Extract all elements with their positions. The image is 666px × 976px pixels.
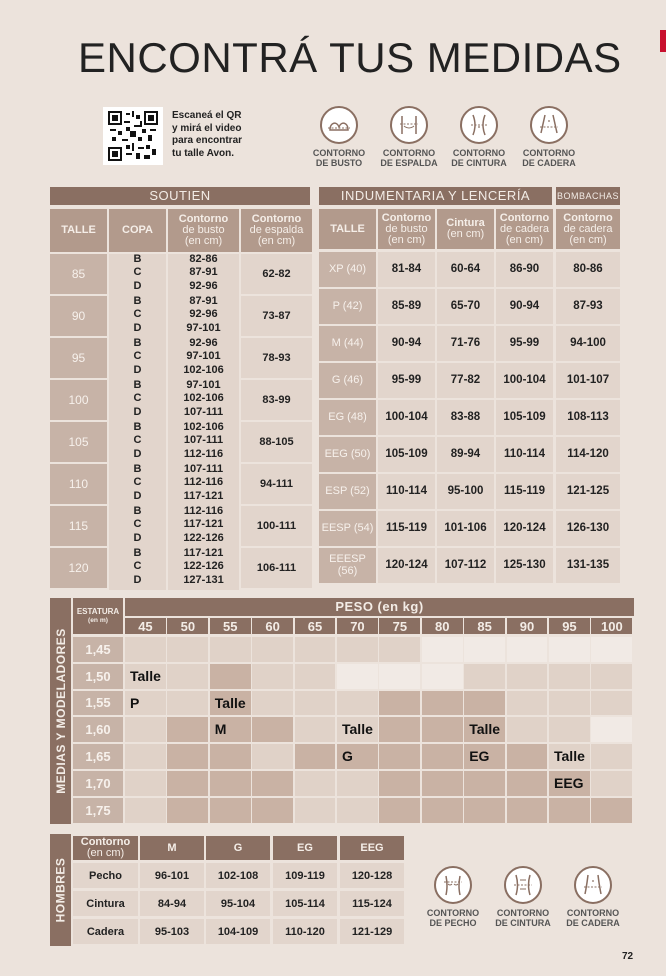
soutien-busto: 92-96 [189, 308, 218, 321]
soutien-espalda: 78-93 [241, 338, 312, 378]
indumentaria-value: 121-125 [556, 474, 620, 509]
measure-icons-top [304, 106, 584, 168]
header-line: Contorno [563, 211, 613, 224]
grid-cell [591, 664, 632, 689]
weight-label: 90 [507, 618, 548, 634]
soutien-copa: C [133, 560, 142, 573]
soutien-talle: 110 [50, 464, 107, 504]
soutien-busto: 92-96 [189, 279, 218, 292]
grid-cell [125, 744, 166, 769]
grid-cell [591, 798, 632, 823]
grid-cell [422, 798, 463, 823]
indumentaria-value: 65-70 [437, 289, 494, 324]
soutien-copa: B [133, 253, 142, 265]
indumentaria-value: 81-84 [378, 252, 435, 287]
header-line: (en cm) [86, 847, 125, 859]
hombres-row-label: Pecho [73, 863, 138, 888]
grid-cell [549, 691, 590, 716]
soutien-talle: 90 [50, 296, 107, 336]
size-label: Talle [214, 694, 246, 711]
soutien-busto: 82-86 [189, 253, 218, 265]
grid-cell [422, 717, 463, 742]
measure-waist: CONTORNO DE CINTURA [444, 106, 514, 168]
soutien-espalda: 88-105 [241, 422, 312, 462]
header-line: Contorno [499, 211, 550, 224]
grid-cell [125, 717, 166, 742]
hombres-value: 84-94 [140, 891, 204, 916]
size-label: EEG [554, 775, 584, 791]
grid-cell [252, 798, 293, 823]
soutien-busto: 127-131 [183, 573, 224, 586]
soutien-copa: D [133, 531, 142, 544]
soutien-copa: C [133, 308, 142, 321]
soutien-busto: 107-111 [183, 434, 224, 447]
hombres-side-text: HOMBRES [53, 857, 68, 923]
hombres-value: 96-101 [140, 863, 204, 888]
size-label: P [130, 694, 140, 711]
indumentaria-talle: P (42) [319, 289, 376, 324]
soutien-copa: D [133, 489, 142, 502]
header-line: de busto [385, 222, 428, 235]
hombres-value: 109-119 [273, 863, 337, 888]
indumentaria-value: 71-76 [437, 326, 494, 361]
grid-cell [295, 691, 336, 716]
indumentaria-value: 126-130 [556, 511, 620, 546]
weight-label: 80 [422, 618, 463, 634]
soutien-busto: 92-96 [189, 337, 218, 349]
grid-cell [591, 637, 632, 662]
grid-cell [337, 771, 378, 796]
grid-cell [549, 717, 590, 742]
measure-icons-hombres [418, 866, 628, 928]
weight-label: 55 [210, 618, 251, 634]
grid-cell [252, 771, 293, 796]
grid-cell [464, 771, 505, 796]
header-line: de cadera [563, 222, 613, 235]
header-line: Cintura [446, 217, 485, 229]
soutien-busto: 107-111 [183, 463, 224, 475]
grid-cell [210, 637, 251, 662]
soutien-copa: C [133, 266, 142, 279]
hombres-header [340, 836, 404, 860]
grid-cell [464, 637, 505, 662]
soutien-talle: 100 [50, 380, 107, 420]
hombres-value: 121-129 [340, 919, 404, 944]
soutien-header [109, 209, 166, 252]
soutien-busto: 102-106 [183, 421, 224, 433]
hombres-header [140, 836, 204, 860]
soutien-copa: B [133, 421, 142, 433]
grid-cell [252, 744, 293, 769]
indumentaria-value: 107-112 [437, 548, 494, 583]
grid-cell [210, 744, 251, 769]
header-line: Contorno [80, 836, 131, 848]
grid-cell [591, 691, 632, 716]
indumentaria-value: 85-89 [378, 289, 435, 324]
grid-cell [379, 798, 420, 823]
qr-code[interactable] [103, 107, 163, 165]
back-icon [390, 106, 428, 144]
soutien-talle: 95 [50, 338, 107, 378]
grid-cell [507, 637, 548, 662]
grid-cell [464, 664, 505, 689]
hombres-header [206, 836, 270, 860]
indumentaria-talle: M (44) [319, 326, 376, 361]
grid-cell [295, 744, 336, 769]
header-line: (en cm) [184, 235, 223, 247]
soutien-espalda: 100-111 [241, 506, 312, 546]
grid-cell [379, 717, 420, 742]
indumentaria-value: 101-107 [556, 363, 620, 398]
weight-label: 45 [125, 618, 166, 634]
height-label: 1,45 [73, 637, 123, 662]
height-label: 1,70 [73, 771, 123, 796]
grid-cell [167, 664, 208, 689]
measure-waist-men: CONTORNO DE CINTURA [488, 866, 558, 928]
indumentaria-value: 60-64 [437, 252, 494, 287]
header-line: (en m) [88, 617, 108, 624]
measure-back: CONTORNO DE ESPALDA [374, 106, 444, 168]
header-line: TALLE [61, 224, 96, 236]
hombres-row-label: Cintura [73, 891, 138, 916]
grid-cell [379, 744, 420, 769]
medias-side-text: MEDIAS Y MODELADORES [53, 628, 68, 794]
indumentaria-value: 95-100 [437, 474, 494, 509]
hombres-value: 110-120 [273, 919, 337, 944]
page-number: 72 [622, 951, 634, 962]
waist-icon [504, 866, 542, 904]
soutien-copa: B [133, 295, 142, 307]
grid-cell [167, 771, 208, 796]
size-label: Talle [469, 721, 501, 738]
grid-cell [295, 717, 336, 742]
header-line: de cadera [500, 222, 549, 235]
indumentaria-talle: ESP (52) [319, 474, 376, 509]
soutien-busto: 87-91 [189, 266, 218, 279]
soutien-copa: D [133, 447, 142, 460]
header-line: G [233, 841, 243, 854]
grid-cell [549, 664, 590, 689]
header-line: de espalda [249, 224, 304, 236]
soutien-busto: 97-101 [186, 379, 221, 391]
soutien-header [241, 209, 312, 252]
hombres-value: 102-108 [206, 863, 270, 888]
grid-cell [295, 664, 336, 689]
grid-cell [295, 637, 336, 662]
grid-cell [507, 744, 548, 769]
weight-label: 75 [379, 618, 420, 634]
grid-cell [507, 717, 548, 742]
header-line: (en cm) [446, 228, 485, 240]
indumentaria-value: 115-119 [378, 511, 435, 546]
indumentaria-title: INDUMENTARIA Y LENCERÍA [319, 187, 552, 205]
soutien-talle: 115 [50, 506, 107, 546]
grid-cell [422, 691, 463, 716]
hombres-header [273, 836, 337, 860]
soutien-busto: 112-116 [183, 447, 224, 460]
hip-icon [574, 866, 612, 904]
soutien-copa: C [133, 476, 142, 489]
soutien-copa: B [133, 547, 142, 559]
soutien-busto: 97-101 [186, 350, 221, 363]
indumentaria-header [496, 209, 553, 249]
header-line: Contorno [251, 213, 302, 225]
height-label: 1,60 [73, 717, 123, 742]
soutien-copa: B [133, 337, 142, 349]
soutien-talle: 85 [50, 254, 107, 294]
page-tab-marker [660, 30, 666, 52]
indumentaria-header [319, 209, 376, 249]
indumentaria-header [437, 209, 494, 249]
soutien-title: SOUTIEN [50, 187, 310, 205]
soutien-busto: 102-106 [183, 363, 224, 376]
indumentaria-value: 114-120 [556, 437, 620, 472]
soutien-copa: D [133, 573, 142, 586]
size-label: Talle [554, 748, 585, 765]
indumentaria-value: 87-93 [556, 289, 620, 324]
header-line: COPA [122, 224, 153, 236]
grid-cell [379, 771, 420, 796]
soutien-copa: B [133, 505, 142, 517]
grid-cell [591, 771, 632, 796]
soutien-busto: 112-116 [183, 476, 224, 489]
grid-cell [210, 798, 251, 823]
indumentaria-value: 95-99 [496, 326, 553, 361]
hombres-value: 120-128 [340, 863, 404, 888]
soutien-espalda: 106-111 [241, 548, 312, 588]
header-line: EEG [360, 841, 384, 854]
header-line: (en cm) [387, 233, 426, 246]
soutien-talle: 105 [50, 422, 107, 462]
soutien-copa: D [133, 363, 142, 376]
measure-bust: CONTORNO DE BUSTO [304, 106, 374, 168]
soutien-copa: D [133, 321, 142, 334]
indumentaria-value: 89-94 [437, 437, 494, 472]
header-line: de busto [182, 224, 225, 236]
soutien-busto: 87-91 [189, 295, 218, 307]
bombachas-title: BOMBACHAS [556, 187, 620, 205]
grid-cell [210, 664, 251, 689]
indumentaria-value: 100-104 [496, 363, 553, 398]
soutien-header [50, 209, 107, 252]
waist-icon [460, 106, 498, 144]
soutien-busto: 112-116 [183, 505, 224, 517]
indumentaria-value: 86-90 [496, 252, 553, 287]
indumentaria-value: 80-86 [556, 252, 620, 287]
indumentaria-header [378, 209, 435, 249]
grid-cell [125, 798, 166, 823]
indumentaria-value: 94-100 [556, 326, 620, 361]
hip-icon [530, 106, 568, 144]
grid-cell [507, 771, 548, 796]
indumentaria-value: 77-82 [437, 363, 494, 398]
grid-cell [379, 637, 420, 662]
indumentaria-value: 110-114 [496, 437, 553, 472]
soutien-busto: 107-111 [183, 405, 224, 418]
weight-label: 100 [591, 618, 632, 634]
indumentaria-talle: EEESP (56) [319, 548, 376, 583]
indumentaria-value: 120-124 [496, 511, 553, 546]
header-line: M [167, 841, 177, 854]
grid-cell [252, 637, 293, 662]
soutien-busto: 122-126 [183, 560, 224, 573]
grid-cell [379, 664, 420, 689]
grid-cell [337, 691, 378, 716]
grid-cell [422, 637, 463, 662]
grid-cell [252, 664, 293, 689]
indumentaria-value: 90-94 [378, 326, 435, 361]
indumentaria-value: 83-88 [437, 400, 494, 435]
header-line: (en cm) [569, 233, 607, 246]
grid-cell [549, 798, 590, 823]
hombres-value: 95-104 [206, 891, 270, 916]
soutien-copa: C [133, 518, 142, 531]
height-label: 1,65 [73, 744, 123, 769]
grid-cell [167, 798, 208, 823]
soutien-espalda: 94-111 [241, 464, 312, 504]
soutien-header [168, 209, 239, 252]
soutien-busto: 97-101 [186, 321, 221, 334]
grid-cell [125, 637, 166, 662]
indumentaria-talle: EESP (54) [319, 511, 376, 546]
header-line: EG [297, 841, 313, 854]
height-label: 1,55 [73, 691, 123, 716]
height-label: 1,75 [73, 798, 123, 823]
grid-cell [337, 637, 378, 662]
grid-cell [337, 798, 378, 823]
size-label: Talle [342, 721, 373, 738]
size-label: EG [469, 748, 490, 765]
grid-cell [379, 691, 420, 716]
soutien-busto: 102-106 [183, 392, 224, 405]
indumentaria-value: 120-124 [378, 548, 435, 583]
grid-cell [167, 691, 208, 716]
indumentaria-value: 115-119 [496, 474, 553, 509]
soutien-copa: B [133, 463, 142, 475]
qr-instructions: Escaneá el QR y mirá el video para encontrar tu talle Avon. [172, 110, 243, 159]
grid-cell [295, 771, 336, 796]
grid-cell [591, 717, 632, 742]
soutien-espalda: 83-99 [241, 380, 312, 420]
size-label: G [342, 748, 353, 765]
grid-cell [210, 771, 251, 796]
weight-label: 70 [337, 618, 378, 634]
grid-cell [549, 637, 590, 662]
indumentaria-talle: G (46) [319, 363, 376, 398]
soutien-espalda: 73-87 [241, 296, 312, 336]
bust-icon [320, 106, 358, 144]
size-label: Talle [130, 667, 161, 684]
grid-cell [252, 717, 293, 742]
grid-cell [422, 744, 463, 769]
hombres-value: 105-114 [273, 891, 337, 916]
weight-label: 60 [252, 618, 293, 634]
soutien-copa: C [133, 392, 142, 405]
page-title: ENCONTRÁ TUS MEDIDAS [78, 34, 622, 81]
grid-cell [507, 691, 548, 716]
chest-icon [434, 866, 472, 904]
grid-cell [464, 798, 505, 823]
soutien-talle: 120 [50, 548, 107, 588]
indumentaria-value: 105-109 [496, 400, 553, 435]
soutien-busto: 117-121 [183, 547, 224, 559]
header-line: TALLE [330, 222, 365, 235]
hombres-side-label [50, 834, 71, 946]
hombres-value: 95-103 [140, 919, 204, 944]
grid-cell [464, 691, 505, 716]
soutien-busto: 117-121 [183, 518, 224, 531]
hombres-value: 115-124 [340, 891, 404, 916]
grid-cell [591, 744, 632, 769]
grid-cell [422, 664, 463, 689]
indumentaria-value: 108-113 [556, 400, 620, 435]
soutien-espalda: 62-82 [241, 254, 312, 294]
header-line: (en cm) [257, 235, 296, 247]
soutien-copa: C [133, 350, 142, 363]
soutien-copa: D [133, 405, 142, 418]
estatura-header [73, 598, 123, 634]
indumentaria-value: 101-106 [437, 511, 494, 546]
grid-cell [422, 771, 463, 796]
measure-hip-men: CONTORNO DE CADERA [558, 866, 628, 928]
indumentaria-talle: EG (48) [319, 400, 376, 435]
grid-cell [252, 691, 293, 716]
grid-cell [295, 798, 336, 823]
weight-label: 95 [549, 618, 590, 634]
grid-cell [337, 664, 378, 689]
header-line: Contorno [381, 211, 432, 224]
header-line: (en cm) [505, 233, 544, 246]
indumentaria-value: 95-99 [378, 363, 435, 398]
indumentaria-value: 100-104 [378, 400, 435, 435]
indumentaria-header [556, 209, 620, 249]
soutien-copa: D [133, 279, 142, 292]
peso-header: PESO (en kg) [125, 598, 634, 616]
soutien-copa: C [133, 434, 142, 447]
measure-hip: CONTORNO DE CADERA [514, 106, 584, 168]
indumentaria-value: 131-135 [556, 548, 620, 583]
indumentaria-value: 110-114 [378, 474, 435, 509]
header-line: Contorno [178, 213, 229, 225]
indumentaria-talle: XP (40) [319, 252, 376, 287]
grid-cell [167, 637, 208, 662]
weight-label: 50 [167, 618, 208, 634]
indumentaria-value: 105-109 [378, 437, 435, 472]
hombres-value: 104-109 [206, 919, 270, 944]
grid-cell [167, 744, 208, 769]
indumentaria-talle: EEG (50) [319, 437, 376, 472]
soutien-busto: 117-121 [183, 489, 224, 502]
measure-chest: CONTORNO DE PECHO [418, 866, 488, 928]
weight-label: 85 [464, 618, 505, 634]
indumentaria-value: 90-94 [496, 289, 553, 324]
soutien-copa: B [133, 379, 142, 391]
grid-cell [167, 717, 208, 742]
hombres-row-label: Cadera [73, 919, 138, 944]
size-label: M [214, 721, 227, 738]
grid-cell [125, 771, 166, 796]
height-label: 1,50 [73, 664, 123, 689]
grid-cell [507, 798, 548, 823]
weight-label: 65 [295, 618, 336, 634]
medias-side-label [50, 598, 71, 824]
hombres-header [73, 836, 138, 860]
grid-cell [507, 664, 548, 689]
header-line: ESTATURA [76, 607, 120, 616]
indumentaria-value: 125-130 [496, 548, 553, 583]
soutien-busto: 122-126 [183, 531, 224, 544]
